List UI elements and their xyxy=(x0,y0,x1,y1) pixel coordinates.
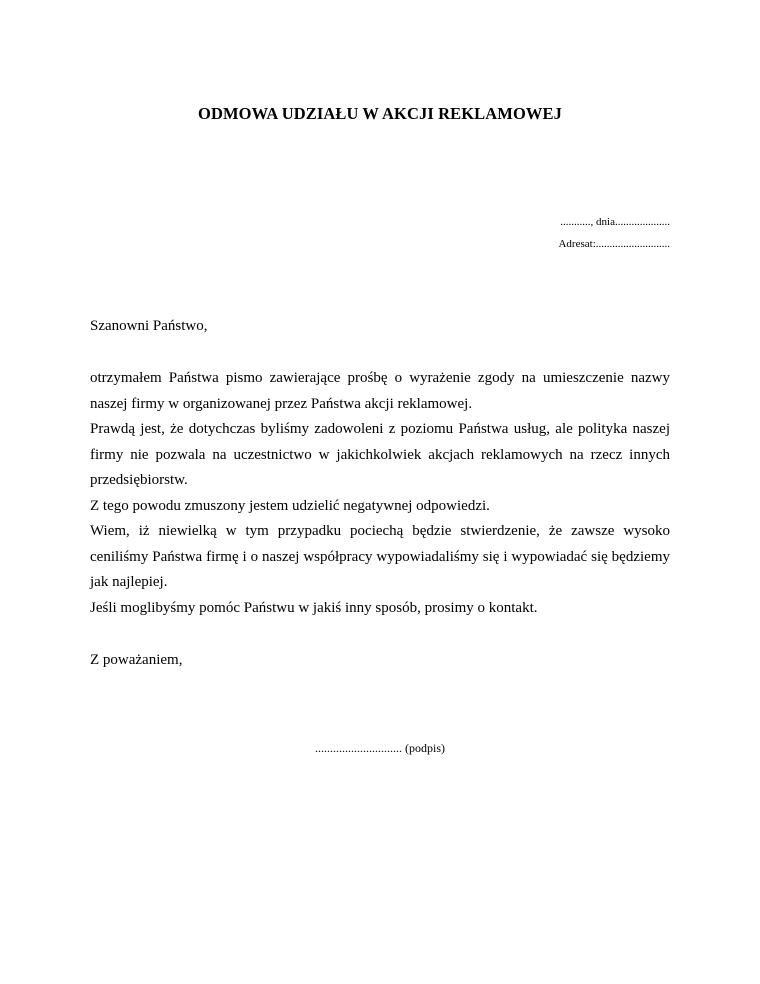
paragraph: otrzymałem Państwa pismo zawierające prośbę o wyrażenie zgody na umieszczenie nazwy naszej firmy w organizowanej przez Państwa akcji reklamowej. xyxy=(90,370,670,412)
letter-body xyxy=(90,366,670,621)
paragraph: Jeśli moglibyśmy pomóc Państwu w jakiś inny sposób, prosimy o kontakt. xyxy=(90,599,538,616)
paragraph: Z tego powodu zmuszony jestem udzielić negatywnej odpowiedzi. xyxy=(90,497,490,514)
addressee-line: Adresat:........................... xyxy=(558,238,670,250)
document-title: ODMOWA UDZIAŁU W AKCJI REKLAMOWEJ xyxy=(198,104,562,123)
paragraph: Wiem, iż niewielką w tym przypadku pociechą będzie stwierdzenie, że zawsze wysoko ceniliśmy Państwa firmę i o naszej współpracy wypowiadaliśmy się i wypowiadać się będziemy jak najlepiej. xyxy=(90,523,670,590)
closing: Z poważaniem, xyxy=(90,652,183,668)
signature-line: ............................. (podpis) xyxy=(315,741,445,755)
date-line: ..........., dnia.................... xyxy=(560,216,670,228)
greeting: Szanowni Państwo, xyxy=(90,318,208,334)
paragraph: Prawdą jest, że dotychczas byliśmy zadowoleni z poziomu Państwa usług, ale polityka naszej firmy nie pozwala na uczestnictwo w jakichkolwiek akcjach reklamowych na rzecz innych przedsiębiorstw. xyxy=(90,421,670,488)
